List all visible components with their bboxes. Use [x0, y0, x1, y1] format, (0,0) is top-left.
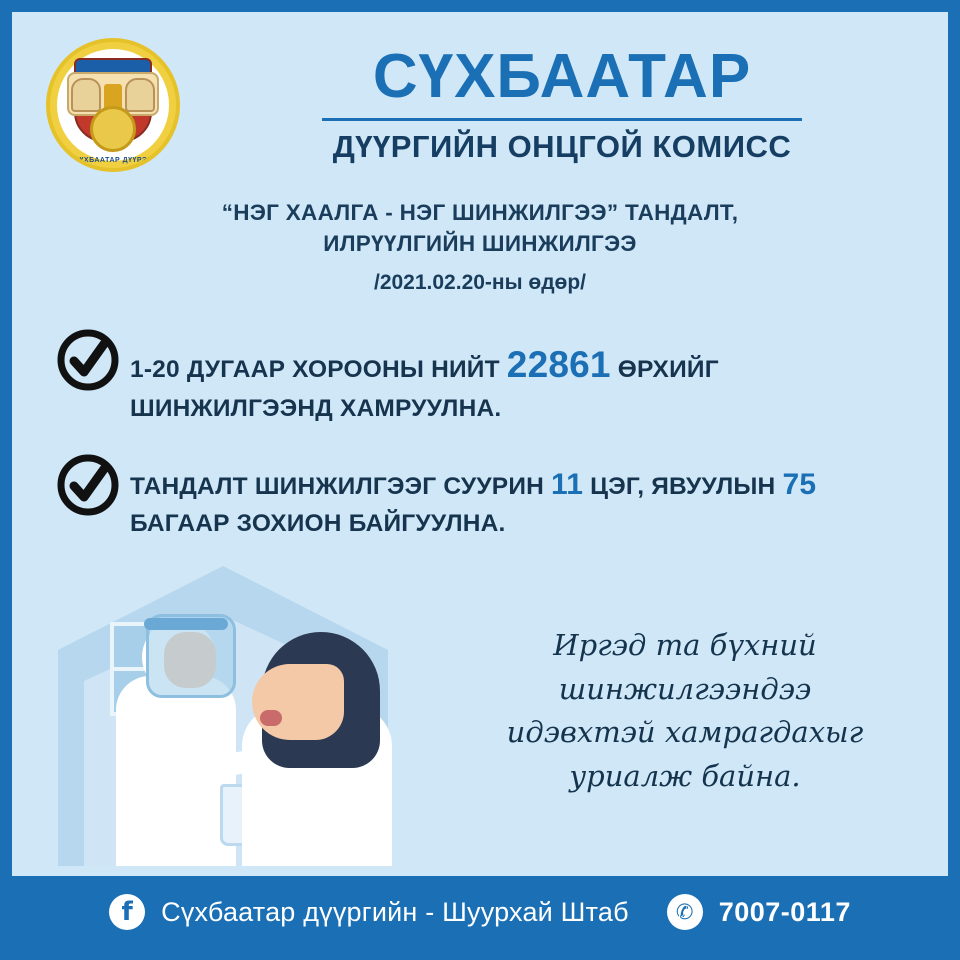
footer-bar: [12, 876, 948, 948]
subheading-line-2: ИЛРҮҮЛГИЙН ШИНЖИЛГЭЭ: [323, 230, 637, 256]
testing-illustration: [24, 526, 424, 866]
patient-face: [252, 664, 344, 740]
bullet-list: [12, 332, 948, 542]
emblem-label: СҮХБААТАР ДҮҮРЭГ: [73, 157, 153, 164]
bullet-1-before: 1-20 ДУГААР ХОРООНЫ НИЙТ: [130, 355, 507, 383]
phone-number: 7007-0117: [718, 896, 851, 927]
phone-icon[interactable]: ✆: [667, 894, 703, 930]
bullet-2-number-2: 75: [782, 467, 817, 501]
bullet-1-after: ӨРХИЙГ ШИНЖИЛГЭЭНД ХАМРУУЛНА.: [130, 355, 719, 423]
bullet-2-part-1: ТАНДАЛТ ШИНЖИЛГЭЭГ СУУРИН: [130, 472, 552, 500]
quote-line-3: уриалж байна.: [569, 758, 801, 793]
list-item: [56, 332, 904, 427]
facebook-page-name: Сүхбаатар дүүргийн - Шуурхай Штаб: [161, 896, 629, 927]
bullet-2-part-2: ЦЭГ, ЯВУУЛЫН: [583, 472, 783, 500]
page-subtitle: ДҮҮРГИЙН ОНЦГОЙ КОМИСС: [332, 129, 792, 164]
quote-line-1: Иргэд та бүхний шинжилгээндээ: [553, 628, 817, 706]
header: [12, 12, 948, 172]
patient-mouth: [260, 710, 282, 726]
facebook-icon[interactable]: f: [109, 894, 145, 930]
check-circle-icon: [56, 453, 120, 517]
quote-line-2: идэвхтэй хамрагдахыг: [506, 715, 864, 749]
bullet-1-number: 22861: [506, 343, 611, 385]
title-block: [180, 34, 918, 165]
subheading-line-1: “НЭГ ХААЛГА - НЭГ ШИНЖИЛГЭЭ” ТАНДАЛТ,: [221, 200, 739, 225]
subheading-date: /2021.02.20-ны өдөр/: [373, 271, 587, 295]
subheading: [12, 198, 948, 298]
bullet-2-number-1: 11: [551, 467, 584, 501]
face-shield-band: [144, 618, 228, 630]
title-divider: [322, 118, 802, 121]
call-to-action-text: [450, 624, 920, 798]
bullet-2-part-3: БАГААР ЗОХИОН БАЙГУУЛНА.: [130, 510, 506, 538]
check-circle-icon: [56, 328, 120, 392]
page-title: СҮХБААТАР: [372, 42, 752, 111]
district-emblem-icon: [46, 38, 180, 172]
bullet-text-1: [120, 332, 904, 427]
